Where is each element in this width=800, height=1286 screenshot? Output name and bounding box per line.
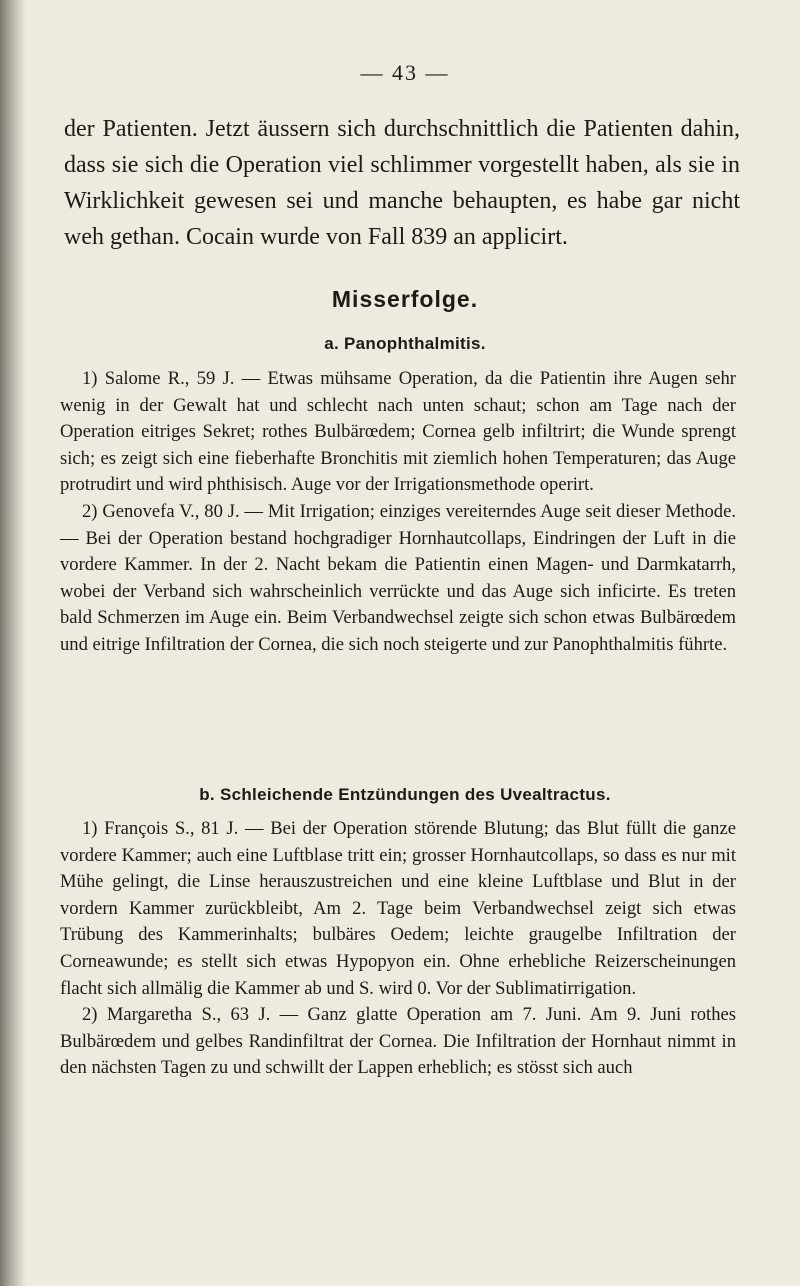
case-paragraph: 1) Salome R., 59 J. — Etwas mühsame Operation, da die Patientin ihre Augen sehr wenig in der Gewalt hat und schlecht nach unten schaut; schon am Tage nach der Operation eitriges Sekret; rothes Bulbärœdem; Cornea gelb infiltrirt; die Wunde sprengt sich; es zeigt sich eine fieberhafte Bronchitis mit ziemlich hohen Temperaturen; das Auge protrudirt und wird phthisisch. Auge vor der Irrigationsmethode operirt. xyxy=(60,368,736,496)
section-b-heading-wrap xyxy=(60,785,750,805)
intro-text xyxy=(64,111,740,255)
book-spine-shadow xyxy=(0,0,26,1286)
case-paragraph: 2) Margaretha S., 63 J. — Ganz glatte Operation am 7. Juni. Am 9. Juni rothes Bulbärœdem und gelbes Randinfiltrat der Cornea. Die Infiltration der Hornhaut nimmt in den nächsten Tagen zu und schwillt der Lappen erheblich; es stösst sich auch xyxy=(60,1004,736,1079)
section-a-heading-wrap xyxy=(60,334,750,354)
page-number: — 43 — xyxy=(360,60,450,85)
case-paragraph: 2) Genovefa V., 80 J. — Mit Irrigation; einziges vereiterndes Auge seit dieser Methode. — Bei der Operation bestand hochgradiger Hornhautcollaps, Eindringen der Luft in die vordere Kammer. In der 2. Nacht bekam die Patientin einen Magen- und Darmkatarrh, wobei der Verband sich wahrscheinlich verrückte und das Auge sich inficirte. Es treten bald Schmerzen im Auge ein. Beim Verbandwechsel zeigte sich schon etwas Bulbärœdem und eitrige Infiltration der Cornea, die sich noch steigerte und zur Panophthalmitis führte. xyxy=(60,500,736,655)
section-a-body xyxy=(60,366,736,659)
section-title: Misserfolge. xyxy=(331,286,479,312)
book-page xyxy=(60,0,750,1286)
section-a-heading: a. Panophthalmitis. xyxy=(324,334,486,353)
section-b-body xyxy=(60,816,736,1082)
case-paragraph: 1) François S., 81 J. — Bei der Operation störende Blutung; das Blut füllt die ganze vordere Kammer; auch eine Luftblase tritt ein; grosser Hornhautcollaps, so dass es nur mit Mühe gelingt, die Linse herauszustreichen und eine kleine Luftblase und Blut in der vordern Kammer zurückbleibt, Am 2. Tage beim Verbandwechsel zeigt sich etwas Trübung des Kammerinhalts; bulbäres Oedem; leichte graugelbe Infiltration der Corneawunde; es stellt sich etwas Hypopyon ein. Ohne erhebliche Reizerscheinungen flacht sich allmälig die Kammer ab und S. wird 0. Vor der Sublimatirrigation. xyxy=(60,818,736,999)
intro-paragraph: der Patienten. Jetzt äussern sich durchschnittlich die Patienten dahin, dass sie sich die Operation viel schlimmer vorgestellt haben, als sie in Wirklichkeit gewesen sei und manche behaupten, es habe gar nicht weh gethan. Cocain wurde von Fall 839 an applicirt. xyxy=(64,116,740,250)
section-b-heading: b. Schleichende Entzündungen des Uvealtractus. xyxy=(199,785,611,804)
